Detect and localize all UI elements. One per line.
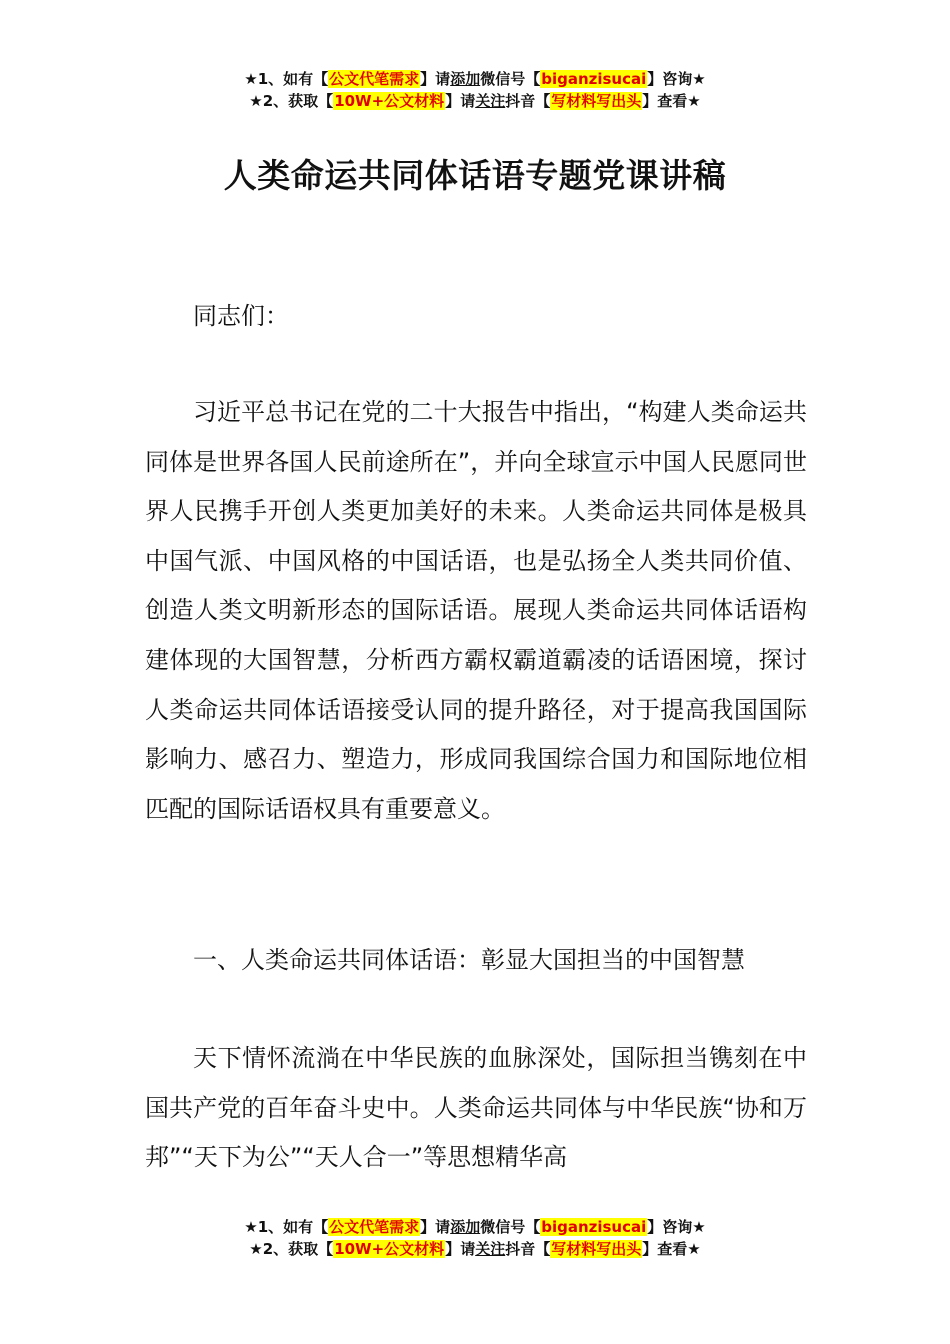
highlight-service: 公文代笔需求 — [329, 1218, 420, 1236]
banner-line-1: ★1、如有【公文代笔需求】请添加微信号【biganzisucai】咨询★ — [244, 70, 706, 88]
footer-banner — [0, 1216, 950, 1260]
highlight-douyin: 写材料写出头 — [551, 92, 642, 110]
banner-line-1: ★1、如有【公文代笔需求】请添加微信号【biganzisucai】咨询★ — [244, 1218, 706, 1236]
highlight-service: 公文代笔需求 — [329, 70, 420, 88]
banner-line-2: ★2、获取【10W+公文材料】请关注抖音【写材料写出头】查看★ — [249, 1240, 701, 1258]
salutation: 同志们： — [193, 302, 289, 330]
header-banner — [0, 68, 950, 112]
paragraph-1: 习近平总书记在党的二十大报告中指出，“构建人类命运共同体是世界各国人民前途所在”，并向全球宣示中国人民愿同世界人民携手开创人类更加美好的未来。人类命运共同体是极具中国气派、中国风格的中国话语，也是弘扬全人类共同价值、创造人类文明新形态的国际话语。展现人类命运共同体话语构建体现的大国智慧，分析西方霸权霸道霸凌的话语困境，探讨人类命运共同体话语接受认同的提升路径，对于提高我国国际影响力、感召力、塑造力，形成同我国综合国力和国际地位相匹配的国际话语权具有重要意义。 — [145, 398, 807, 823]
highlight-materials: 10W+公文材料 — [334, 1240, 445, 1258]
section-heading-1: 一、人类命运共同体话语：彰显大国担当的中国智慧 — [193, 946, 745, 974]
highlight-wechat-id: biganzisucai — [541, 70, 647, 88]
highlight-materials: 10W+公文材料 — [334, 92, 445, 110]
banner-line-2: ★2、获取【10W+公文材料】请关注抖音【写材料写出头】查看★ — [249, 92, 701, 110]
paragraph-2: 天下情怀流淌在中华民族的血脉深处，国际担当镌刻在中国共产党的百年奋斗史中。人类命运共同体与中华民族“协和万邦”“天下为公”“天人合一”等思想精华高 — [145, 1044, 807, 1172]
highlight-douyin: 写材料写出头 — [551, 1240, 642, 1258]
document-title: 人类命运共同体话语专题党课讲稿 — [223, 156, 727, 195]
highlight-wechat-id: biganzisucai — [541, 1218, 647, 1236]
